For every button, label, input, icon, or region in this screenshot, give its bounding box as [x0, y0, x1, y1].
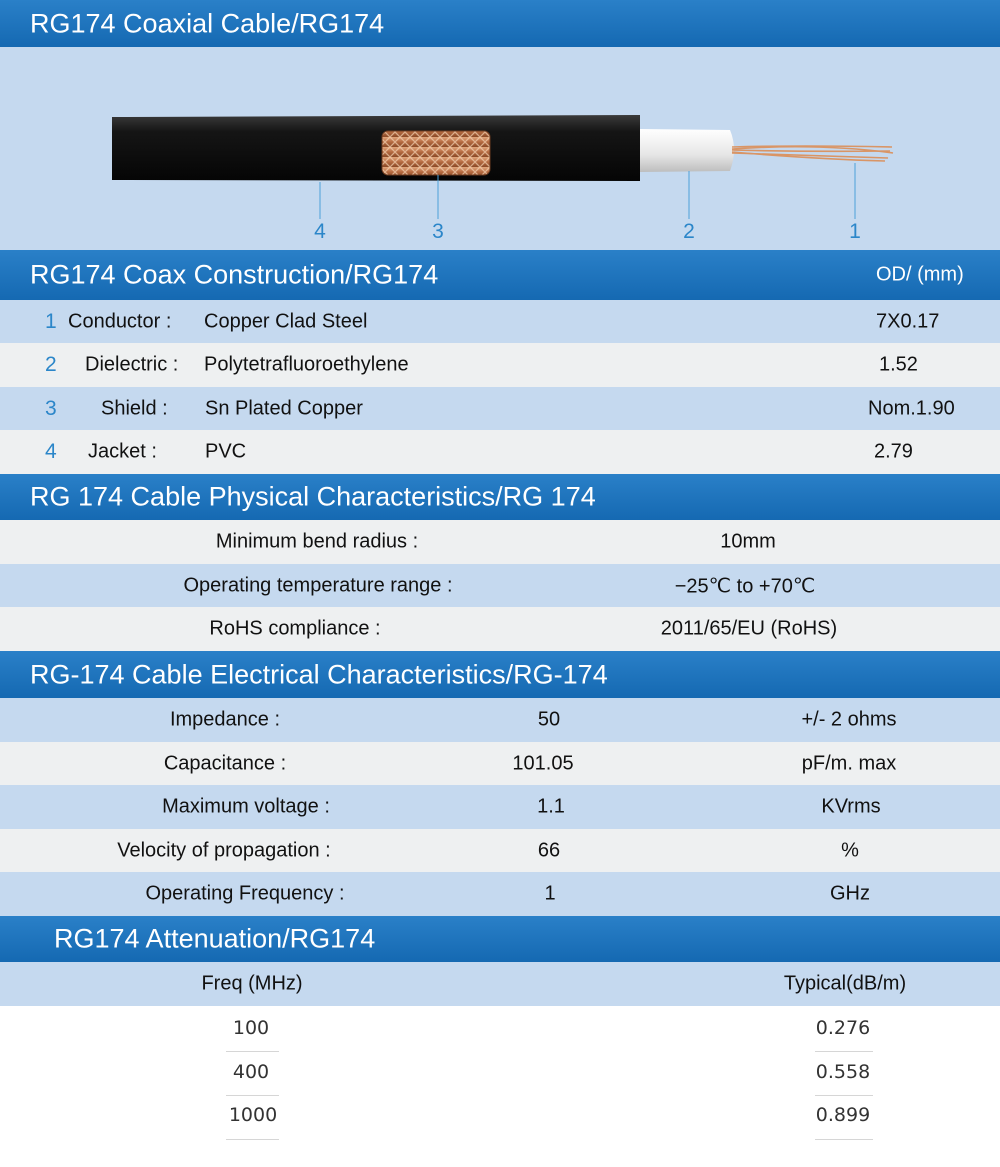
attenuation-header: [0, 916, 1000, 962]
typical-column-header: Typical(dB/m): [783, 972, 907, 995]
divider: [815, 1139, 873, 1140]
row-od: 7X0.17: [876, 310, 940, 332]
row-value: 101.05: [512, 752, 574, 774]
shield-braid: [382, 131, 490, 175]
row-od: 2.79: [874, 440, 913, 463]
divider: [226, 1095, 279, 1096]
physical-row: [0, 607, 1000, 651]
att-freq: 1000: [228, 1104, 278, 1126]
physical-heading: RG 174 Cable Physical Characteristics/RG 174: [30, 481, 596, 512]
electrical-row: [0, 698, 1000, 742]
page-title: RG174 Coaxial Cable/RG174: [30, 8, 385, 38]
row-label: Dielectric :: [85, 353, 179, 376]
callout-4: 4: [314, 220, 326, 243]
electrical-header: [0, 651, 1000, 698]
row-unit: GHz: [830, 882, 870, 905]
row-number: 1: [45, 309, 57, 333]
callout-1: 1: [849, 220, 861, 243]
row-number: 4: [45, 440, 57, 463]
row-label: Shield :: [101, 397, 168, 419]
row-label: Velocity of propagation :: [117, 839, 331, 861]
callout-2: 2: [683, 220, 695, 243]
row-label: Capacitance :: [163, 752, 287, 774]
attenuation-column-headers: [0, 962, 1000, 1006]
att-typical: 0.558: [815, 1061, 871, 1083]
row-value: −25℃ to +70℃: [674, 575, 816, 597]
row-od: Nom.1.90: [868, 397, 955, 419]
physical-header: [0, 474, 1000, 520]
att-freq: 100: [232, 1017, 270, 1039]
divider: [226, 1139, 279, 1140]
construction-row: [0, 430, 1000, 474]
row-label: RoHS compliance :: [209, 617, 381, 640]
row-number: 2: [45, 353, 57, 376]
attenuation-heading: RG174 Attenuation/RG174: [54, 923, 376, 954]
electrical-heading: RG-174 Cable Electrical Characteristics/RG-174: [30, 659, 608, 689]
row-value: 10mm: [720, 530, 776, 553]
divider: [815, 1095, 873, 1096]
row-value: 1: [544, 882, 556, 905]
row-material: Sn Plated Copper: [205, 397, 363, 419]
row-label: Impedance :: [169, 708, 281, 731]
construction-row: [0, 343, 1000, 387]
jacket: [112, 115, 640, 181]
row-value: 2011/65/EU (RoHS): [660, 617, 838, 640]
row-value: 66: [537, 839, 561, 861]
row-material: Copper Clad Steel: [204, 310, 368, 332]
divider: [815, 1051, 873, 1052]
electrical-row: [0, 785, 1000, 829]
row-label: Operating Frequency :: [145, 882, 345, 905]
row-number: 3: [45, 396, 57, 420]
row-value: 1.1: [537, 795, 565, 818]
row-material: Polytetrafluoroethylene: [204, 353, 409, 376]
row-label: Minimum bend radius :: [215, 530, 419, 553]
row-label: Conductor :: [68, 310, 172, 332]
att-typical: 0.276: [815, 1017, 871, 1039]
row-material: PVC: [205, 440, 247, 463]
construction-header: [0, 250, 1000, 300]
row-od: 1.52: [879, 353, 918, 376]
row-unit: pF/m. max: [801, 752, 897, 774]
row-unit: %: [841, 839, 859, 861]
electrical-row: [0, 829, 1000, 872]
electrical-row: [0, 872, 1000, 916]
row-value: 50: [537, 708, 561, 731]
od-label: OD/ (mm): [876, 263, 964, 286]
construction-heading: RG174 Coax Construction/RG174: [30, 259, 439, 290]
construction-row: [0, 387, 1000, 430]
construction-row: [0, 300, 1000, 343]
row-unit: KVrms: [821, 795, 881, 818]
divider: [226, 1051, 279, 1052]
att-typical: 0.899: [815, 1104, 871, 1126]
physical-row: [0, 564, 1000, 607]
row-unit: +/- 2 ohms: [801, 708, 897, 731]
conductor: [732, 146, 893, 161]
title-band: [0, 0, 1000, 47]
cable-illustration-area: [0, 47, 1000, 250]
electrical-row: [0, 742, 1000, 785]
row-label: Jacket :: [88, 440, 157, 463]
callout-3: 3: [432, 220, 444, 243]
freq-column-header: Freq (MHz): [201, 972, 303, 995]
row-label: Maximum voltage :: [162, 795, 330, 818]
physical-row: [0, 520, 1000, 564]
dielectric: [640, 129, 734, 172]
att-freq: 400: [232, 1061, 270, 1083]
row-label: Operating temperature range :: [183, 574, 453, 596]
